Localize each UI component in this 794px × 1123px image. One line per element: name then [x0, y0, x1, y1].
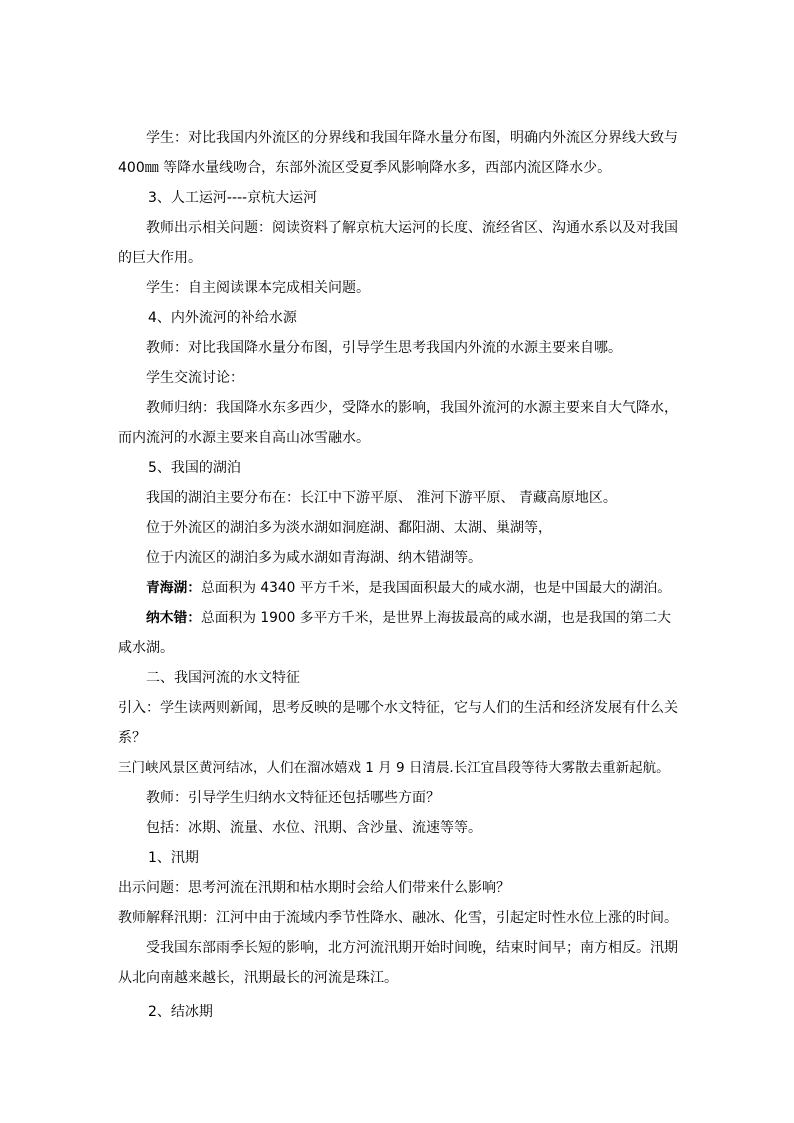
section-heading: 5、我国的湖泊: [148, 460, 241, 476]
paragraph-line: 受我国东部雨季长短的影响，北方河流汛期开始时间晚，结束时间早；南方相反。汛期: [146, 940, 678, 956]
paragraph-line: 学生：对比我国内外流区的分界线和我国年降水量分布图，明确内外流区分界线大致与: [146, 130, 678, 146]
paragraph-line: 引入：学生读两则新闻，思考反映的是哪个水文特征，它与人们的生活和经济发展有什么关: [118, 700, 678, 716]
paragraph-line: 三门峡风景区黄河结冰，人们在溜冰嬉戏 1 月 9 日清晨.长江宜昌段等待大雾散去重新起航。: [118, 760, 670, 776]
section-heading: 2、结冰期: [148, 1004, 213, 1020]
paragraph-line: 包括：冰期、流量、水位、汛期、含沙量、流速等等。: [146, 820, 482, 836]
section-heading: 1、汛期: [148, 850, 199, 866]
section-heading: 二、我国河流的水文特征: [146, 670, 300, 686]
section-heading: 3、人工运河----京杭大运河: [148, 190, 318, 206]
paragraph-line: 位于内流区的湖泊多为咸水湖如青海湖、纳木错湖等。: [146, 550, 482, 566]
paragraph-line: 咸水湖。: [118, 640, 174, 656]
paragraph-line: 教师出示相关问题：阅读资料了解京杭大运河的长度、流经省区、沟通水系以及对我国: [146, 220, 678, 236]
term-description: 总面积为 1900 多平方千米，是世界上海拔最高的咸水湖，也是我国的第二大: [201, 610, 672, 626]
paragraph-line: 出示问题：思考河流在汛期和枯水期时会给人们带来什么影响？: [118, 880, 510, 896]
paragraph-line: 而内流河的水源主要来自高山冰雪融水。: [118, 430, 370, 446]
paragraph-line: 我国的湖泊主要分布在：长江中下游平原、 淮河下游平原、 青藏高原地区。: [146, 490, 617, 506]
paragraph-line: 学生：自主阅读课本完成相关问题。: [146, 280, 370, 296]
paragraph-line: 教师解释汛期：江河中由于流域内季节性降水、融冰、化雪，引起定时性水位上涨的时间。: [118, 910, 678, 926]
paragraph-line: 位于外流区的湖泊多为淡水湖如洞庭湖、鄱阳湖、太湖、巢湖等，: [146, 520, 552, 536]
paragraph-line: [146, 608, 678, 628]
term-label: 青海湖：: [146, 580, 202, 596]
section-heading: 4、内外流河的补给水源: [148, 310, 297, 326]
term-description: 总面积为 4340 平方千米，是我国面积最大的咸水湖，也是中国最大的湖泊。: [201, 580, 672, 596]
paragraph-line: 的巨大作用。: [118, 250, 202, 266]
paragraph-line: 教师：引导学生归纳水文特征还包括哪些方面？: [146, 790, 440, 806]
paragraph-line: 学生交流讨论：: [146, 370, 244, 386]
term-label: 纳木错：: [146, 610, 202, 626]
paragraph-line: 教师归纳：我国降水东多西少，受降水的影响，我国外流河的水源主要来自大气降水，: [146, 400, 678, 416]
paragraph-line: 400㎜ 等降水量线吻合，东部外流区受夏季风影响降水多，西部内流区降水少。: [118, 160, 612, 176]
paragraph-line: 教师：对比我国降水量分布图，引导学生思考我国内外流的水源主要来自哪。: [146, 340, 622, 356]
paragraph-line: 系？: [118, 730, 146, 746]
paragraph-line: 从北向南越来越长，汛期最长的河流是珠江。: [118, 970, 398, 986]
paragraph-line: [146, 578, 678, 598]
